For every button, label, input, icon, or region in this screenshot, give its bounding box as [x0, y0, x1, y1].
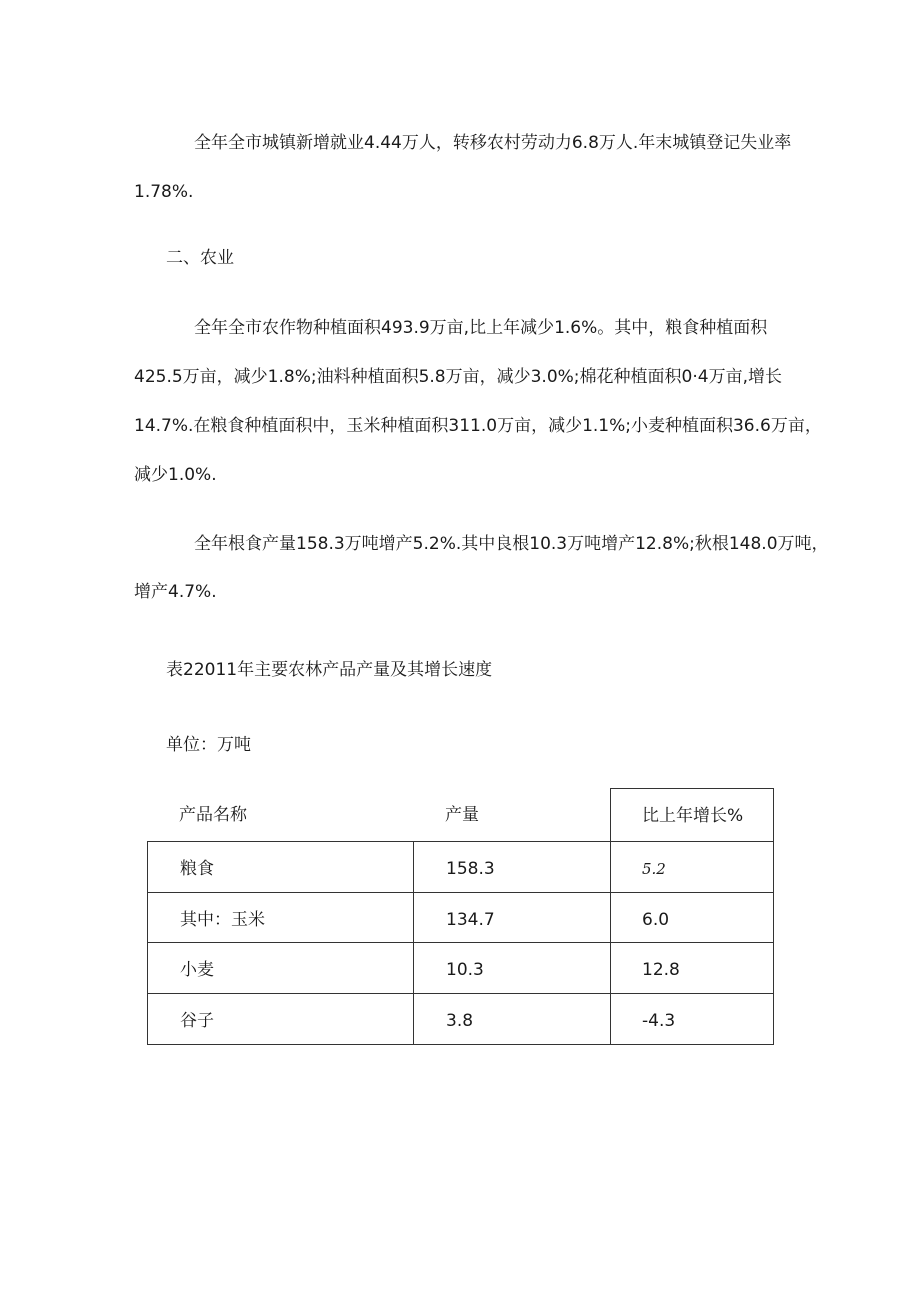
planting-paragraph-line-3: 14.7%.在粮食种植面积中，玉米种植面积311.0万亩，减少1.1%;小麦种植面积36.6万亩， — [134, 416, 822, 436]
table-caption: 表22011年主要农林产品产量及其增长速度 — [166, 660, 493, 680]
section-heading-agriculture: 二、农业 — [166, 248, 234, 268]
table-cell-growth: 12.8 — [610, 942, 774, 993]
table-header-cell: 产量 — [445, 805, 479, 825]
employment-paragraph-line-2: 1.78%. — [134, 182, 194, 202]
table-header-cell: 产品名称 — [179, 805, 247, 825]
table-unit: 单位：万吨 — [166, 735, 251, 755]
table-cell-output: 158.3 — [413, 841, 610, 892]
table-cell-product: 其中：玉米 — [147, 892, 413, 942]
grain-paragraph-line-1: 全年根食产量158.3万吨增产5.2%.其中良根10.3万吨增产12.8%;秋根148.0万吨， — [194, 534, 829, 554]
table-cell-output: 10.3 — [413, 942, 610, 993]
planting-paragraph-line-2: 425.5万亩，减少1.8%;油料种植面积5.8万亩，减少3.0%;棉花种植面积0·4万亩,增长 — [134, 367, 782, 387]
table-cell-growth: 5.2 — [610, 841, 774, 892]
table-cell-output: 134.7 — [413, 892, 610, 942]
table-cell-product: 小麦 — [147, 942, 413, 993]
grain-paragraph-line-2: 增产4.7%. — [134, 582, 217, 602]
production-table — [147, 788, 774, 1045]
table-cell-product: 粮食 — [147, 841, 413, 892]
planting-paragraph-line-1: 全年全市农作物种植面积493.9万亩,比上年减少1.6%。其中，粮食种植面积 — [194, 318, 768, 338]
table-cell-growth: 6.0 — [610, 892, 774, 942]
employment-paragraph-line-1: 全年全市城镇新增就业4.44万人，转移农村劳动力6.8万人.年末城镇登记失业率 — [194, 133, 792, 153]
table-cell-product: 谷子 — [147, 993, 413, 1045]
planting-paragraph-line-4: 减少1.0%. — [134, 465, 217, 485]
table-cell-growth: -4.3 — [610, 993, 774, 1045]
table-cell-output: 3.8 — [413, 993, 610, 1045]
table-header-cell: 比上年增长% — [610, 788, 774, 841]
